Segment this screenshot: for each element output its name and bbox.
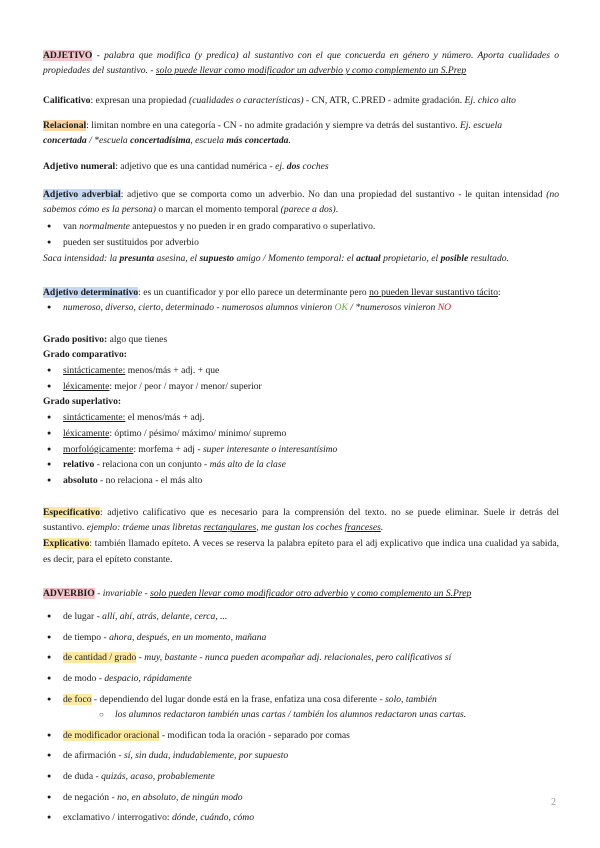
list-item: ● morfológicamente: morfema + adj - super interesante o interesantísimo <box>43 442 559 458</box>
determinativo-block: Adjetivo determinativo: es un cuantificador y por ello parece un determinante pero no pueden llevar sustantivo tácito: ● numeroso, diverso, cierto, determinado - numerosos alumnos vinieron OK / *numerosos vinieron NO <box>43 285 559 316</box>
relacional-line: Relacional: limitan nombre en una categoría - CN - no admite gradación y siempre va detrás del sustantivo. Ej. escuela concertada / *escuela concertadísima, escuela más concertada. <box>43 120 503 147</box>
list-item: ● de afirmación - sí, sin duda, indudablemente, por supuesto <box>43 748 559 764</box>
list-item: ● sintácticamente: el menos/más + adj. <box>43 410 559 426</box>
list-item: ● de modificador oracional - modifican toda la oración - separado por comas <box>43 728 559 744</box>
saca-intensidad: Saca intensidad: la presunta asesina, el supuesto amigo / Momento temporal: el actual propietario, el posible resultado. <box>43 252 509 264</box>
no-label: NO <box>437 302 452 314</box>
numeral-line: Adjetivo numeral: adjetivo que es una cantidad numérica - ej. dos coches <box>43 161 329 172</box>
adjetivo-label: ADJETIVO <box>43 50 93 61</box>
adverbio-block: ADVERBIO - invariable - solo pueden llevar como modificador otro adverbio y como complemento un S.Prep ● de lugar - allí, ahí, atrás, delante, cerca, ... ● de tiempo - ahora, después, en un momento, mañana ● de cantidad / grado - muy, bastante - nunca pueden acompañar adj. relacionales, pero calificativos sí ● de modo - despacio, rápidamente ● de foco - dependiendo del lugar donde está en la frase, enfatiza una cosa diferente - solo, también ○ los alumnos redactaron también unas cartas / también los alumnos redactaron unas cartas. ● de modificador oracional - modifican toda la oración - separado por comas ● de afirmación - sí, sin duda, indudablemente, por supuesto ● de duda - quizás, acaso, probablemente ● de negación - no, en absoluto, de ningún modo ● exclamativo / interrogativo: dónde, cuándo, cómo <box>43 586 559 826</box>
relacional-label: Relacional <box>43 120 87 131</box>
list-item: ● exclamativo / interrogativo: dónde, cuándo, cómo <box>43 810 559 826</box>
list-item: ● de lugar - allí, ahí, atrás, delante, cerca, ... <box>43 609 559 625</box>
determinativo-label: Adjetivo determinativo <box>43 287 139 298</box>
list-item: ● de tiempo - ahora, después, en un momento, mañana <box>43 630 559 646</box>
adverbio-label: ADVERBIO <box>43 588 95 599</box>
list-item: ● de foco - dependiendo del lugar donde está en la frase, enfatiza una cosa diferente - solo, también <box>43 692 559 708</box>
especificativo-label: Especificativo <box>43 507 101 518</box>
list-item: ● absoluto - no relaciona - el más alto <box>43 473 559 489</box>
page-number: 2 <box>551 797 556 808</box>
ok-label: OK <box>334 302 348 314</box>
grados-block: Grado positivo: algo que tienes Grado comparativo: ● sintácticamente: menos/más + adj. + que ● léxicamente: mejor / peor / mayor / menor/ superior Grado superlativo: ● sintácticamente: el menos/más + adj. ● léxicamente: óptimo / pésimo/ máximo/ mínimo/ supremo ● morfológicamente: morfema + adj - super interesante o interesantísimo ● relativo - relaciona con un conjunto - más alto de la clase ● absoluto - no relaciona - el más alto <box>43 332 559 488</box>
list-item: ● léxicamente: mejor / peor / mayor / menor/ superior <box>43 379 559 395</box>
adverbial-label: Adjetivo adverbial <box>43 189 121 200</box>
adverbio-list <box>43 609 559 826</box>
calificativo-line: Calificativo: expresan una propiedad (cualidades o características) - CN, ATR, C.PRED - admite gradación. Ej. chico alto <box>43 95 516 106</box>
especificativo-block: Especificativo: adjetivo calificativo que es necesario para la comprensión del texto. no se puede eliminar. Suele ir detrás del sustantivo. ejemplo: tráeme unas libretas rectangulares, me gustan los coches franceses. Explicativo: también llamado epíteto. A veces se reserva la palabra epíteto para el adj explicativo que indica una cualidad ya sabida, es decir, para el epíteto constante. <box>43 507 559 565</box>
grado-positivo-label: Grado positivo: <box>43 334 108 345</box>
list-item: ● de cantidad / grado - muy, bastante - nunca pueden acompañar adj. relacionales, pero calificativos sí <box>43 650 559 666</box>
list-item: ● léxicamente: óptimo / pésimo/ máximo/ mínimo/ supremo <box>43 426 559 442</box>
adjetivo-definition: ADJETIVO - palabra que modifica (y predica) al sustantivo con el que concuerda en género y número. Aporta cualidades o propiedades del sustantivo. - solo puede llevar como modificador un adverbio y como complemento un S.Prep <box>43 50 559 77</box>
list-item: ● numeroso, diverso, cierto, determinado - numerosos alumnos vinieron OK / *numerosos vinieron NO <box>43 300 559 316</box>
calificativo-label: Calificativo <box>43 95 91 106</box>
list-item: ● van normalmente antepuestos y no pueden ir en grado comparativo o superlativo. <box>43 219 559 235</box>
list-item: ● sintácticamente: menos/más + adj. + que <box>43 363 559 379</box>
list-item: ● pueden ser sustituidos por adverbio <box>43 235 559 251</box>
grado-comparativo-label: Grado comparativo: <box>43 349 127 361</box>
adjetivo-note: solo puede llevar como modificador un adverbio y como complemento un S.Prep <box>155 65 467 77</box>
explicativo-label: Explicativo <box>43 538 90 550</box>
list-item: ● de duda - quizás, acaso, probablemente <box>43 769 559 785</box>
list-item: ● de modo - despacio, rápidamente <box>43 671 559 687</box>
list-item: ○ los alumnos redactaron también unas cartas / también los alumnos redactaron unas cartas. <box>43 707 559 723</box>
adverbial-block: Adjetivo adverbial: adjetivo que se comporta como un adverbio. No dan una propiedad del sustantivo - le quitan intensidad (no sabemos cómo es la persona) o marcan el momento temporal (parece a dos). ● van normalmente antepuestos y no pueden ir en grado comparativo o superlativo. ● pueden ser sustituidos por adverbio Saca intensidad: la presunta asesina, el supuesto amigo / Momento temporal: el actual propietario, el posible resultado. <box>43 187 559 266</box>
list-item: ● de negación - no, en absoluto, de ningún modo <box>43 790 559 806</box>
list-item: ● relativo - relaciona con un conjunto - más alto de la clase <box>43 457 559 473</box>
grado-superlativo-label: Grado superlativo: <box>43 396 122 408</box>
adjetivo-def: palabra que modifica (y predica) al sustantivo con el que concuerda en género y número. Aporta cualidades o propiedades del sustantivo. <box>43 50 559 77</box>
numeral-label: Adjetivo numeral <box>43 161 116 172</box>
